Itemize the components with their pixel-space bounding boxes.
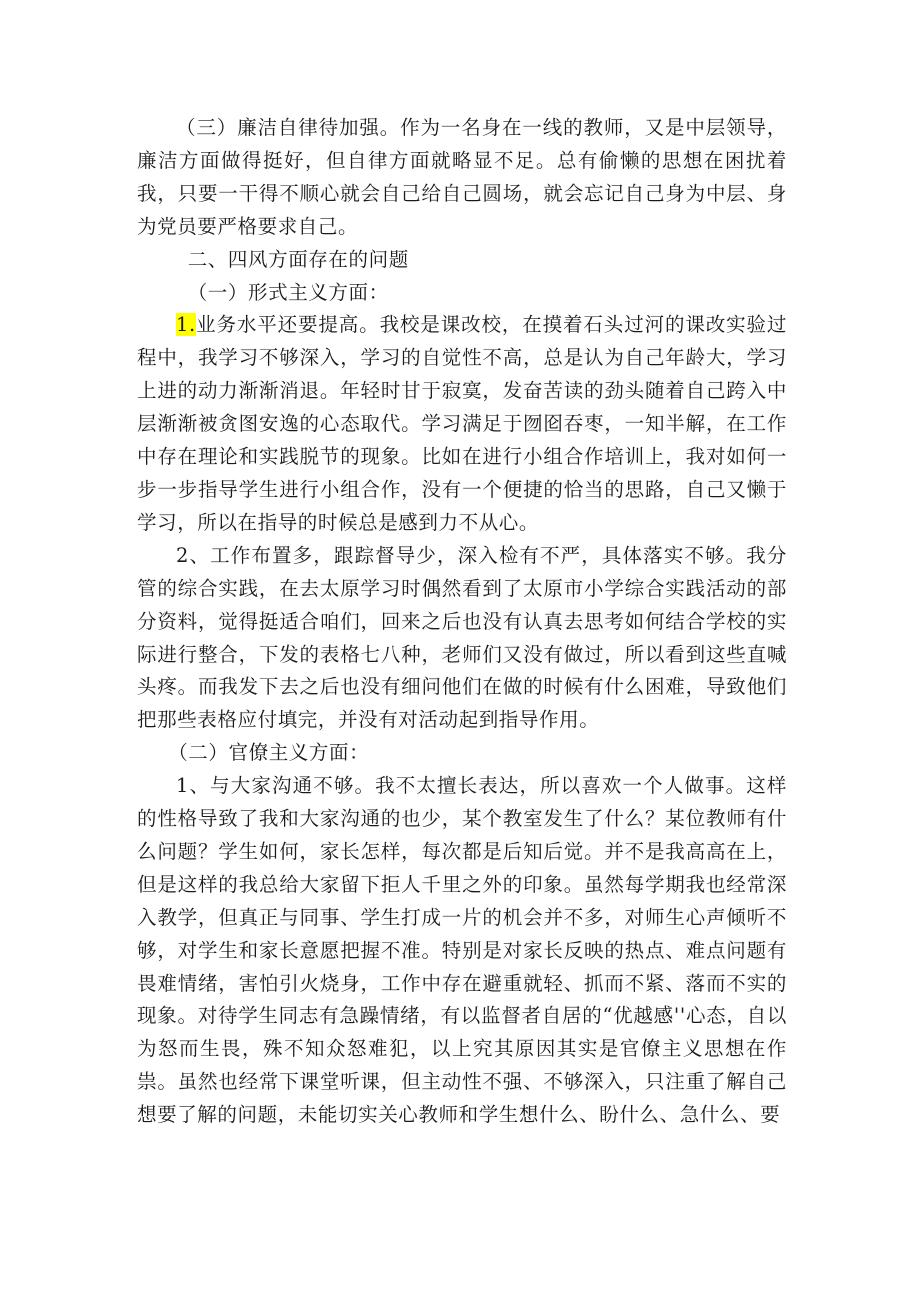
paragraph-integrity <box>137 112 787 244</box>
sub-heading-formalism: （一）形式主义方面： <box>187 280 389 304</box>
paragraph-text: 业务水平还要提高。我校是课改校，在摸着石头过河的课改实验过程中，我学习不够深入，学习的自觉性不高，总是认为自己年龄大，学习上进的动力渐渐消退。年轻时甘于寂寞，发奋苦读的劲头随着自己跨入中层渐渐被贪图安逸的心态取代。学习满足于囫囵吞枣，一知半解，在工作中存在理论和实践脱节的现象。比如在进行小组合作培训上，我对如何一步一步指导学生进行小组合作，没有一个便捷的恰当的思路，自己又懒于学习，所以在指导的时候总是感到力不从心。 <box>137 313 787 534</box>
section-heading-four-winds: 二、四风方面存在的问题 <box>187 247 409 271</box>
sub-heading-bureaucracy: （二）官僚主义方面： <box>168 741 370 765</box>
paragraph-label: （三） <box>176 116 238 139</box>
paragraph-item-3: 1、与大家沟通不够。我不太擅长表达，所以喜欢一个人做事。这样的性格导致了我和大家沟通的也少，某个教室发生了什么？某位教师有什么问题？学生如何，家长怎样，每次都是后知后觉。并不是我高高在上，但是这样的我总给大家留下拒人千里之外的印象。虽然每学期我也经常深入教学，但真正与同事、学生打成一片的机会并不多，对师生心声倾听不够，对学生和家长意愿把握不准。特别是对家长反映的热点、难点问题有畏难情绪，害怕引火烧身，工作中存在避重就轻、抓而不紧、落而不实的现象。对待学生同志有急躁情绪，有以监督者自居的“优越感''心态，自以为怒而生畏，殊不知众怒难犯，以上究其原因其实是官僚主义思想在作祟。虽然也经常下课堂听课，但主动性不强、不够深入，只注重了解自己想要了解的问题，未能切实关心教师和学生想什么、盼什么、急什么、要 <box>137 774 787 1127</box>
paragraph-item-1 <box>137 309 787 539</box>
document-body <box>137 112 787 1132</box>
paragraph-item-2: 2、工作布置多，跟踪督导少，深入检有不严，具体落实不够。我分管的综合实践，在去太原学习时偶然看到了太原市小学综合实践活动的部分资料，觉得挺适合咱们，回来之后也没有认真去思考如何结合学校的实际进行整合，下发的表格七八种，老师们又没有做过，所以看到这些直喊头疼。而我发下去之后也没有细问他们在做的时候有什么困难，导致他们把那些表格应付填完，并没有对活动起到指导作用。 <box>137 543 787 732</box>
paragraph-text: 廉洁自律待加强。作为一名身在一线的教师，又是中层领导，廉洁方面做得挺好，但自律方面就略显不足。总有偷懒的思想在困扰着我，只要一干得不顺心就会自己给自己圆场，就会忘记自己身为中层、身为党员要严格要求自己。 <box>137 116 787 238</box>
highlighted-number: 1. <box>176 313 196 337</box>
